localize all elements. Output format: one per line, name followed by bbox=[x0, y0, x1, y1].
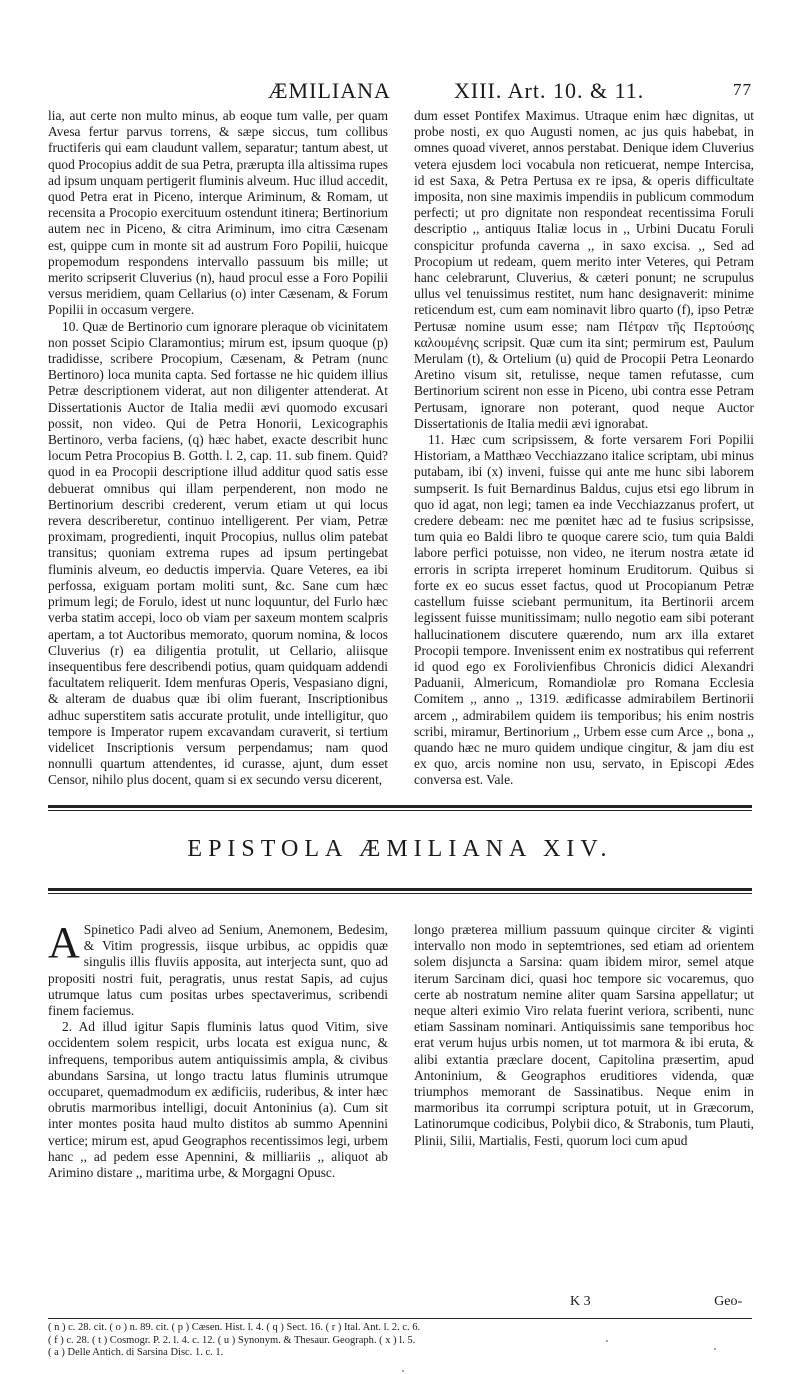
signature: K 3 bbox=[570, 1294, 591, 1309]
epistola-title: EPISTOLA ÆMILIANA XIV. bbox=[187, 836, 613, 862]
footnote-line: ( a ) Delle Antich. di Sarsina Disc. 1. c. 1. bbox=[48, 1347, 224, 1358]
paragraph: 11. Hæc cum scripsissem, & forte versarem Fori Popilii Historiam, a Matthæo Vecchiazzano italice scriptam, ubi minus putabam, ibi (x) inveni, fuisse qui ante me hunc sibi laborem sumpserit. Is fuit Bernardinus Baldus, cujus etsi ego librum in quo id agat, non legi; tamen ea inde Vecchiazzanus profert, ut credere debeam: nec me pœnitet hæc ad te fusius scripsisse, tum quia eo Baldi libro te quoque carere scio, tum quia Baldi labore perfici potuisse, non video, ne iterum nostra ætate id erroris in scripta irreperet hominum Eruditorum. Quibus si forte ex eo sucus esset factus, quod ut Procopianum Petræ castellum fuisse sciebant permunitum, ita Bertinorii arcem legissent fuisse munitissimam; nullo negotio eam sibi poterant hallucinationem discutere quærendo, num arx illa extaret Procopii tempore. Invenissent enim ex nostratibus qui referrent id quod ego ex Forolivienfibus Chronicis didici Alexandri Paduanii, Almericum, Romandiolæ pro Romana Ecclesia Comitem ,, anno ,, 1319. ædificasse admirabilem Bertinorii arcem ,, admirabilem quidem iis temporibus; his enim nostris scribi, miramur, Bertinorium ,, Urbem esse cum Arce ,, bona ,, quando hæc ne muro quidem undique cingitur, & jam diu est ex quo, arcis nomine non usu, servato, in Episcopi Ædes conversa est. Vale. bbox=[414, 432, 754, 788]
footnote-rule bbox=[48, 1318, 752, 1319]
divider-rule bbox=[48, 810, 752, 811]
paragraph: 2. Ad illud igitur Sapis fluminis latus quod Vitim, sive occidentem solem respicit, urbs locata est exigua nunc, & infrequens, temporibus autem antiquissimis ampla, & civibus abundans Sarsina, ut longo tractu latus fluminis utrumque occuparet, quemadmodum ex ædificiis, ruderibus, & inter hæc obrutis marmoribus intelligi, docuit Antoninius (a). Cum sit inter montes posita haud multo distitos ab summo Apennini vertice; mirum est, apud Geographos recentissimos legi, urbem hanc ,, ad pedem esse Apennini, & milliariis ,, aliquot ab Arimino distare ,, maritima urbe, & Morgagni Opusc. bbox=[48, 1019, 388, 1181]
section-1-right-column bbox=[414, 108, 754, 792]
running-title-left: ÆMILIANA bbox=[268, 78, 391, 103]
running-head bbox=[48, 78, 752, 106]
divider-rule bbox=[48, 893, 752, 894]
page-number: 77 bbox=[733, 80, 752, 99]
section-1-columns bbox=[48, 108, 754, 792]
running-title-right: XIII. Art. 10. & 11. bbox=[454, 78, 645, 103]
section-2-right-column bbox=[414, 922, 754, 1310]
divider-rule bbox=[48, 805, 752, 808]
paragraph: dum esset Pontifex Maximus. Utraque enim hæc dignitas, ut probe nosti, ex quo Augusti nomen, ac jus quis habebat, in omnes quoad viveret, annos perstabat. Denique idem Cluverius vetera ejusdem loci vocabula non reticuerat, nempe Intercisa, id est Saxa, & Petra Pertusa ex re ipsa, & operis difficultate imposita, non sine maximis impendiis in publicum commodum perfecti; ut pro dignitate non respondeat recentissima Foruli descriptio ,, antiquus Italiæ locus in ,, Urbini Ducatu Foruli conspicitur profunda caverna ,, in saxo excisa. ,, Sed ad Procopium ut redeam, quem merito inter Veteres, qui Petram hanc celebrarunt, Cluverius, & cæteri ponunt; ne scrupulus ullus vel tenuissimus restitet, num hanc designaverit: minime reticendum est, cum eam nominavit libro quarto (f), ipso Petræ Pertusæ nomine usum esse; nam Πέτραν τῆς Περτούσης καλουμένης scripsit. Quæ cum ita sint; permirum est, Paulum Merulam (t), & Ortelium (u) quid de Procopii Petra Leonardo Aretino visum sit, retulisse, neque tamen refutasse, cum Bertinorium scirent non esse in Piceno, ubi contra esse Petram Pertusam, ignorare non poterant, quod neque Auctor Dissertationis de Italia medii ævi ignorabat. bbox=[414, 108, 754, 431]
section-2-columns bbox=[48, 922, 754, 1310]
drop-cap: A bbox=[48, 922, 80, 967]
paragraph-text: Spinetico Padi alveo ad Senium, Anemonem, Bedesim, & Vitim progressis, iisque urbibus, ac oppidis quæ singulis illis fluviis apposita, aut interjecta sunt, quo ad propositi nostri fuit, peragratis, unus restat Sapis, ad cujus utrumque latus cum positas urbes spectaverimus, scribendi finem faciemus. bbox=[48, 922, 388, 1019]
signature-mark bbox=[570, 1294, 742, 1310]
footnotes bbox=[48, 1322, 752, 1360]
paper-speck bbox=[714, 1348, 716, 1350]
paragraph: 10. Quæ de Bertinorio cum ignorare pleraque ob vicinitatem non posset Scipio Claramontius; mirum est, ipsum quoque (p) tradidisse, scribere Procopium, Cæsenam, & Petram (nunc Bertinoro) loca munita capta. Sed fortasse ne hic quidem illius Petræ descriptionem viderat, aut non diligenter attenderat. At Dissertationis Auctor de Italia medii ævi quomodo excusari possit, non video. Qui de Petra Honorii, Lexicographis Bertinoro, verba faciens, (q) hæc habet, exacte describit hunc locum Petra Procopius B. Gotth. l. 2, cap. 11. sub finem. Quid? quod in ea Procopii descriptione illud additur quod satis esse debuerat omnibus qui illam perpenderent, non modo ne Bertinorium describi crederent, verum etiam ut qui locus revera describeretur, continuo intelligerent. Per viam, Petræ proximam, progredienti, inquit Procopius, nullus olim patebat transitus; quoniam extrema rupes ad ipsum pertingebat fluminis alveum, eo deductis impervia. Quare Veteres, ea ibi perfossa, exiguam portam moliti sunt, &c. Sane cum hæc primum legi; de Forulo, idest ut nunc loquuntur, del Furlo hæc verba statim accepi, loco ob viam per saxeum montem scalpris apertam, a tot Auctoribus memorato, quorum nomina, & locos Cluverius (r) ea diligentia protulit, ut Cellario, aliisque insequentibus fere describendi potius, quam quidquam addendi facultatem reliquerit. Idem menfuras Operis, Vespasiano digni, & alteram de duabus quæ ibi olim fuerant, Inscriptionibus adhuc superstitem satis accurate protulit, unde intelligitur, quo tempore is Imperator rupem excavandam curaverit, si tertium videlicet Inscriptionis versum perpendamus; nam quod nonnulli quartum attendentes, id curasse, ajunt, dum esset Censor, nihilo plus docent, quam si ex secundo versu dicerent, bbox=[48, 318, 388, 788]
paper-speck bbox=[606, 1340, 608, 1342]
divider-rule bbox=[48, 888, 752, 891]
paragraph bbox=[48, 922, 388, 1019]
footnote-line: ( n ) c. 28. cit. ( o ) n. 89. cit. ( p ) Cæsen. Hist. l. 4. ( q ) Sect. 16. ( r ) Ital. Ant. l. 2. c. 6. bbox=[48, 1322, 421, 1333]
section-1-left-column bbox=[48, 108, 388, 792]
paragraph: lia, aut certe non multo minus, ab eoque tum valle, per quam Avesa fertur parvus torrens, & sæpe siccus, tum collibus fructiferis qui eam claudunt vallem, separatur; tantum abest, ut quod Procopius addit de sua Petra, prærupta illa altissima rupes ad ipsum unquam pertigerit fluminis alveum. Huc illud accedit, quod Petra erat in Piceno, interque Ariminum, & Romam, ut recensita a Procopio exercituum ostendunt itinera; Bertinorium autem nec in Piceno, & citra Ariminum, imo citra Cæsenam est, quippe cum in monte sit ad austrum Foro Popilii, huicque propemodum respondens intervallo passuum bis mille; ut merito scripserit Cluverius (n), haud procul esse a Foro Popilii versus meridiem, quam Cellarius (o) inter Cæsenam, & Forum Popilii in occasum vergere. bbox=[48, 108, 388, 318]
paragraph: longo præterea millium passuum quinque circiter & viginti intervallo non modo in septemtriones, sed etiam ad orientem solem disjuncta a Sarsina: quam ibidem miror, semel atque iterum Sarcinam dici, quasi hoc tempore sic vocaremus, quo certe ab nostratum nemine aliter quam Sarsina appellatur; ut neque alteri eximio Viro relata fuerint veriora, scribenti, nunc etiam Sassinam nominari. Antiquissimis sane temporibus hoc erat verum hujus urbis nomen, ut tot marmora & ibi eruta, & alibi extantia præclare docent, Capitolina præsertim, apud Antoninium, & Geographos eruditiores videnda, quæ triumphos memorant de Sassinatibus. Neque enim in marmoribus ita corrumpi scriptura potuit, ut in Græcorum, Latinorumque codicibus, Polybii dico, & Strabonis, tum Plauti, Plinii, Silii, Martialis, Festi, quorum loci cum apud bbox=[414, 922, 754, 1148]
paper-speck bbox=[402, 1370, 404, 1372]
footnote-line: ( f ) c. 28. ( t ) Cosmogr. P. 2. l. 4. c. 12. ( u ) Synonym. & Thesaur. Geograph. ( x ) l. 5. bbox=[48, 1334, 416, 1346]
catchword: Geo- bbox=[714, 1294, 743, 1309]
section-2-left-column bbox=[48, 922, 388, 1310]
